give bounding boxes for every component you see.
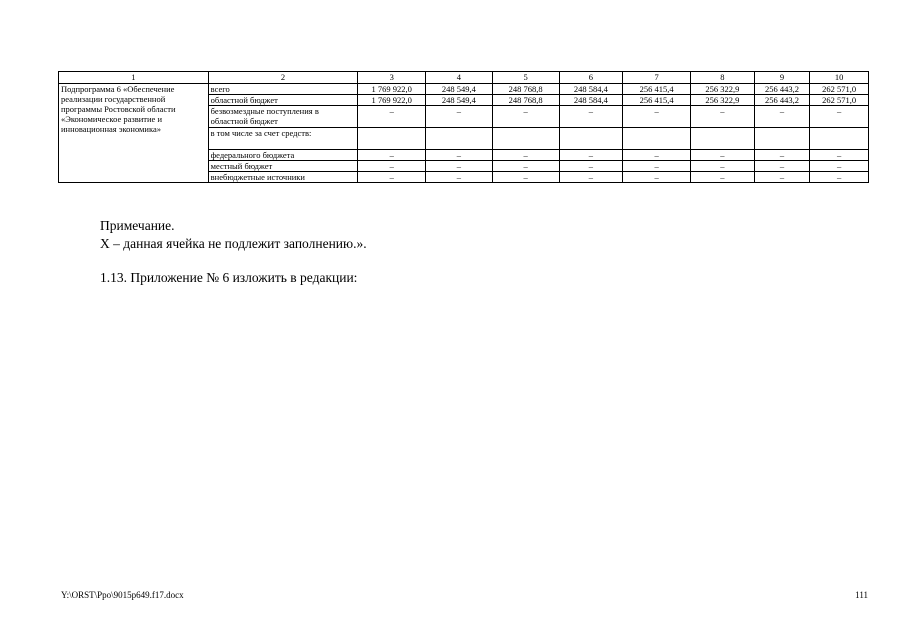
value-cell: 256 443,2 <box>754 95 810 106</box>
page-number: 111 <box>855 590 868 600</box>
program-label-cell: Подпрограмма 6 «Обеспечение реализации государственной программы Ростовской области «Экономическое развитие и инновационная экономика» <box>59 84 209 183</box>
value-cell: – <box>492 106 559 128</box>
value-cell: – <box>358 161 426 172</box>
value-cell <box>358 128 426 150</box>
row-label-cell: местный бюджет <box>208 161 358 172</box>
value-cell: – <box>426 161 493 172</box>
header-cell: 7 <box>623 72 691 84</box>
value-cell: – <box>754 106 810 128</box>
value-cell: – <box>754 150 810 161</box>
value-cell: 248 549,4 <box>426 84 493 95</box>
value-cell <box>623 128 691 150</box>
value-cell: 248 549,4 <box>426 95 493 106</box>
value-cell: 248 584,4 <box>559 95 623 106</box>
value-cell: – <box>810 172 869 183</box>
value-cell: 248 768,8 <box>492 95 559 106</box>
value-cell: – <box>810 150 869 161</box>
row-label-cell: безвозмездные поступления в областной бюджет <box>208 106 358 128</box>
value-cell: – <box>690 106 754 128</box>
value-cell: – <box>690 161 754 172</box>
value-cell <box>426 128 493 150</box>
header-cell: 10 <box>810 72 869 84</box>
value-cell: – <box>690 172 754 183</box>
header-cell: 4 <box>426 72 493 84</box>
value-cell: 256 443,2 <box>754 84 810 95</box>
value-cell: – <box>358 172 426 183</box>
row-label-cell: в том числе за счет средств: <box>208 128 358 150</box>
row-label-cell: федерального бюджета <box>208 150 358 161</box>
value-cell: – <box>559 161 623 172</box>
value-cell: – <box>754 161 810 172</box>
value-cell: – <box>492 150 559 161</box>
row-label-cell: внебюджетные источники <box>208 172 358 183</box>
value-cell: 248 584,4 <box>559 84 623 95</box>
row-label-cell: областной бюджет <box>208 95 358 106</box>
value-cell <box>690 128 754 150</box>
value-cell: – <box>559 150 623 161</box>
value-cell: – <box>623 150 691 161</box>
value-cell: 256 415,4 <box>623 95 691 106</box>
value-cell: – <box>623 161 691 172</box>
note-title: Примечание. <box>100 218 175 233</box>
row-label-cell: всего <box>208 84 358 95</box>
value-cell: – <box>623 172 691 183</box>
table-row <box>59 84 869 95</box>
value-cell: 262 571,0 <box>810 84 869 95</box>
value-cell: 256 322,9 <box>690 84 754 95</box>
value-cell: – <box>426 106 493 128</box>
value-cell: – <box>559 172 623 183</box>
value-cell <box>754 128 810 150</box>
value-cell: 1 769 922,0 <box>358 84 426 95</box>
value-cell: – <box>690 150 754 161</box>
value-cell: 262 571,0 <box>810 95 869 106</box>
budget-table <box>58 71 869 183</box>
value-cell: – <box>559 106 623 128</box>
item-text: 1.13. Приложение № 6 изложить в редакции: <box>100 270 358 285</box>
value-cell: – <box>623 106 691 128</box>
value-cell: – <box>358 106 426 128</box>
value-cell: – <box>492 172 559 183</box>
value-cell: – <box>810 106 869 128</box>
header-cell: 3 <box>358 72 426 84</box>
header-cell: 6 <box>559 72 623 84</box>
value-cell: 256 322,9 <box>690 95 754 106</box>
header-cell: 9 <box>754 72 810 84</box>
value-cell: – <box>810 161 869 172</box>
value-cell: – <box>426 150 493 161</box>
value-cell: 248 768,8 <box>492 84 559 95</box>
header-row <box>59 72 869 84</box>
value-cell <box>810 128 869 150</box>
footer-file-path: Y:\ORST\Ppo\9015p649.f17.docx <box>61 590 184 600</box>
note-text: Х – данная ячейка не подлежит заполнению.». <box>100 236 367 251</box>
value-cell <box>492 128 559 150</box>
value-cell: – <box>358 150 426 161</box>
value-cell: 256 415,4 <box>623 84 691 95</box>
header-cell: 8 <box>690 72 754 84</box>
value-cell: – <box>426 172 493 183</box>
header-cell: 2 <box>208 72 358 84</box>
header-cell: 1 <box>59 72 209 84</box>
value-cell: 1 769 922,0 <box>358 95 426 106</box>
value-cell: – <box>492 161 559 172</box>
table-body <box>59 72 869 183</box>
value-cell: – <box>754 172 810 183</box>
header-cell: 5 <box>492 72 559 84</box>
value-cell <box>559 128 623 150</box>
